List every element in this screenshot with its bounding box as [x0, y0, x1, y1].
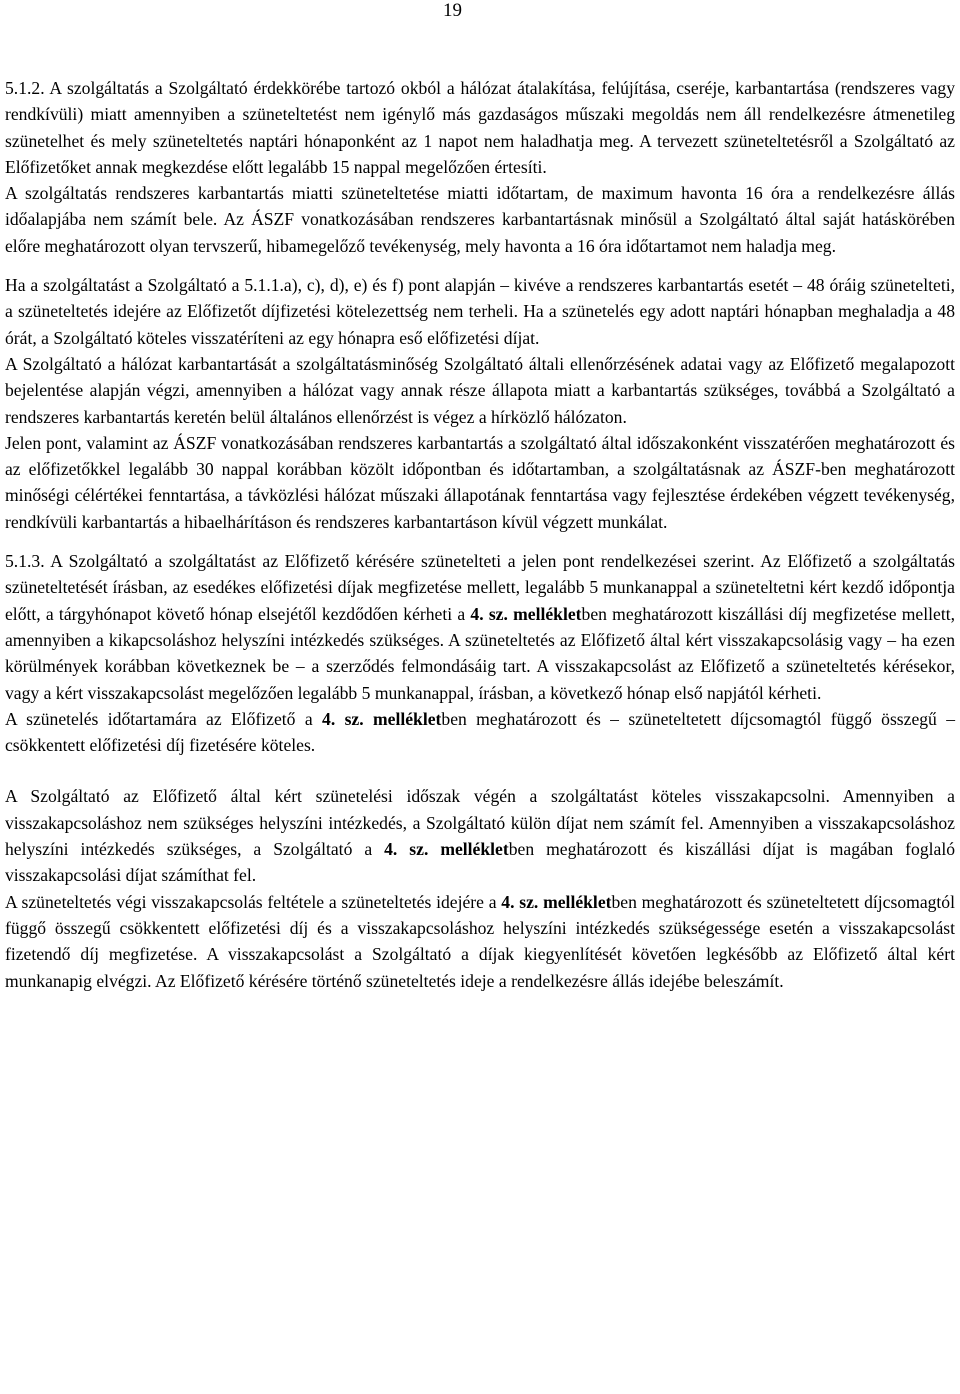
annex-reference: 4. sz. melléklet [322, 708, 442, 729]
paragraph-5-1-3: 5.1.3. A Szolgáltató a szolgáltatást az Előfizető kérésére szünetelteti a jelen pont rendelkezései szerint. Az Előfizető a szolgáltatás szüneteltetését írásban, az esedékes előfizetési díjak megfizetése mellett, legalább 5 munkanappal a szüneteltetni kért kezdő időpontja előtt, a tárgyhónapot követő hónap elsejétől kezdődően kérheti a 4. sz. mellékletben meghatározott kiszállási díj megfizetése mellett, amennyiben a kikapcsoláshoz helyszíni intézkedés szükséges. A szüneteltetés az Előfizető által kért visszakapcsolásig vagy – ha ezen körülmények korábban következnek be – a szerződés felmondásáig tart. A visszakapcsolást az Előfizető a szüneteltetés kérésekor, vagy a kért visszakapcsolást megelőzően legalább 5 munkanappal, írásban, a következő hónap első napjától kérheti. [5, 551, 955, 703]
paragraph-5-1-2: 5.1.2. A szolgáltatás a Szolgáltató érdekkörébe tartozó okból a hálózat átalakítása, felújítása, cseréje, karbantartása (rendszeres vagy rendkívüli) miatt amennyiben a szüneteltetést nem igénylő más gazdaságos műszaki megoldás nem áll rendelkezésre átmenetileg szünetelhet és mely szüneteltetés naptári hónaponként az 1 napot nem haladhatja meg. A tervezett szüneteltetésről a Szolgáltató az Előfizetőket annak megkezdése előtt legalább 15 nappal megelőzően értesíti. [5, 78, 955, 177]
paragraph-reconnection-condition: A szüneteltetés végi visszakapcsolás feltétele a szüneteltetés idejére a 4. sz. mellékletben meghatározott és szüneteltetett díjcsomagtól függő összegű csökkentett előfizetési díj és a visszakapcsoláshoz helyszíni intézkedés szükségessége esetén a visszakapcsolást fizetendő díj megfizetése. A visszakapcsolást a Szolgáltató a díjak kiegyenlítését követően legkésőbb az Előfizető által kért munkanapig elvégzi. Az Előfizető kérésére történő szüneteltetés ideje a rendelkezésre állás idejébe beleszámít. [5, 891, 955, 991]
paragraph-network-maintenance: A Szolgáltató a hálózat karbantartását a szolgáltatásminőség Szolgáltató általi ellenőrzésének adatai vagy az Előfizető megalapozott bejelentése alapján végzi, amennyiben a hálózat vagy annak része állapota miatt a karbantartás szükséges, továbbá a Szolgáltató a rendszeres karbantartás keretén belül általános ellenőrzést is végez a hírközlő hálózaton. [5, 353, 955, 427]
annex-reference: 4. sz. melléklet [501, 891, 612, 912]
annex-reference: 4. sz. melléklet [384, 839, 509, 860]
annex-reference: 4. sz. melléklet [470, 603, 582, 624]
paragraph-regular-maintenance-definition: Jelen pont, valamint az ÁSZF vonatkozásában rendszeres karbantartás a szolgáltató által időszakonként visszatérően meghatározott és az előfizetőkkel legalább 30 nappal korábban közölt időpontban és időtartamban, a szolgáltatásnak az ÁSZF-ben meghatározott minőségi célértékei fenntartása, a távközlési hálózat műszaki állapotának fenntartása vagy fejlesztése érdekében végzett tevékenység, rendkívüli karbantartás a hibaelhárításon és rendszeres karbantartáson kívül végzett munkálat. [5, 432, 955, 532]
paragraph-suspension-fee: A szünetelés időtartamára az Előfizető a 4. sz. mellékletben meghatározott és – szüneteltetett díjcsomagtól függő összegű – csökkentett előfizetési díj fizetésére köteles. [5, 708, 956, 756]
document-body [5, 75, 955, 994]
page-number: 19 [443, 0, 462, 21]
paragraph-suspension-48h: Ha a szolgáltatást a Szolgáltató a 5.1.1.a), c), d), e) és f) pont alapján – kivéve a rendszeres karbantartás esetét – 48 óráig szünetelteti, a szüneteltetés idejére az Előfizetőt díjfizetési kötelezettség nem terheli. Ha a szünetelés egy adott naptári hónapban meghaladja a 48 órát, a Szolgáltató köteles visszatéríteni az egy hónapra eső előfizetési díjat. [5, 275, 955, 348]
paragraph-reconnection: A Szolgáltató az Előfizető által kért szünetelési időszak végén a szolgáltatást köteles visszakapcsolni. Amennyiben a visszakapcsoláshoz nem szükséges helyszíni intézkedés, a Szolgáltató külön díjat nem számít fel. Amennyiben a visszakapcsoláshoz helyszíni intézkedés szükséges, a Szolgáltató a 4. sz. mellékletben meghatározott és kiszállási díjat is magában foglaló visszakapcsolási díjat számíthat fel. [5, 786, 956, 886]
paragraph-maintenance-duration: A szolgáltatás rendszeres karbantartás miatti szüneteltetése miatti időtartam, de maximum havonta 16 óra a rendelkezésre állás időalapjába nem számít bele. Az ÁSZF vonatkozásában rendszeres karbantartásnak minősül a Szolgáltató által saját hatáskörében előre meghatározott olyan tervszerű, hibamegelőző tevékenység, mely havonta a 16 óra időtartamot nem haladja meg. [5, 183, 955, 256]
